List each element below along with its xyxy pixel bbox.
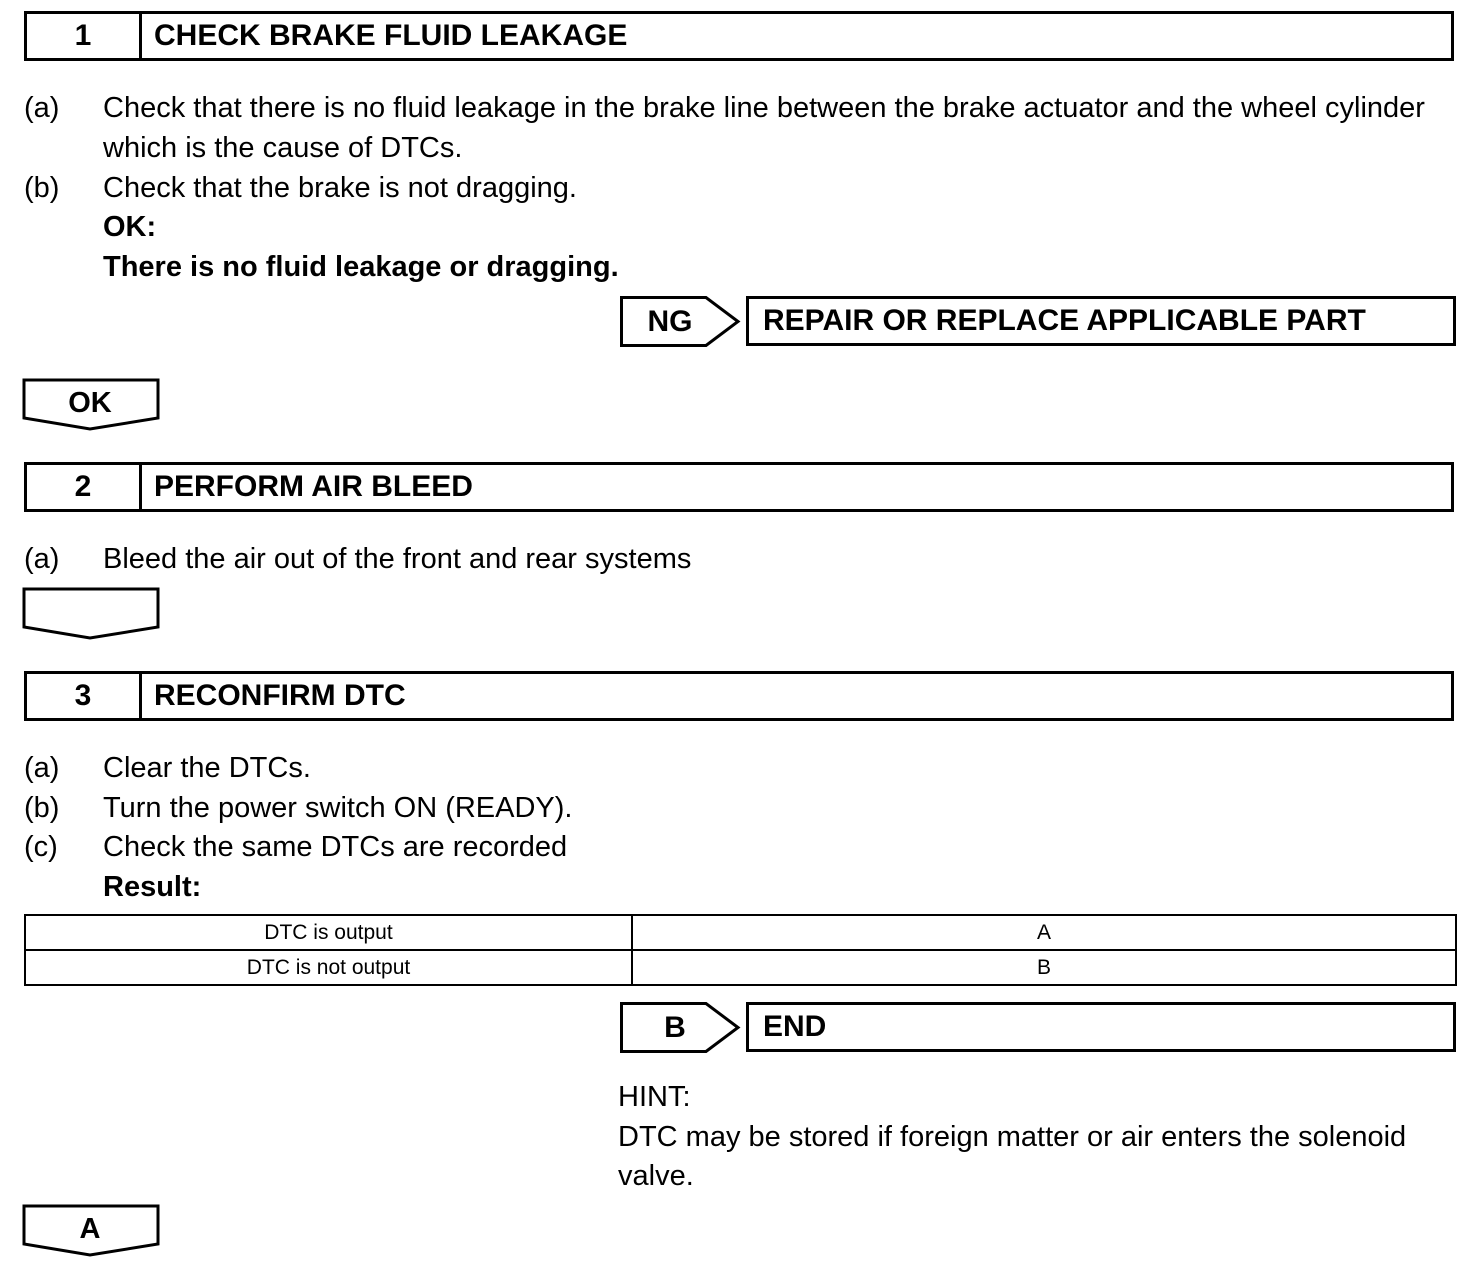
hint-text: valve.: [618, 1160, 694, 1192]
item-text: Bleed the air out of the front and rear systems: [103, 543, 692, 575]
ok-criteria: There is no fluid leakage or dragging.: [103, 251, 619, 283]
item-label: (c): [24, 831, 58, 863]
table-cell: DTC is not output: [25, 950, 632, 985]
item-text: Check that there is no fluid leakage in the brake line between the brake actuator and the wheel cylinder: [103, 92, 1425, 124]
a-flow-label: A: [79, 1212, 101, 1245]
table-row: [25, 915, 1456, 950]
b-label: B: [664, 1011, 686, 1044]
table-cell: B: [632, 950, 1456, 985]
step-3-header: [24, 671, 1454, 721]
ok-heading: OK:: [103, 211, 157, 243]
step-title: PERFORM AIR BLEED: [154, 470, 473, 503]
item-text: Check that the brake is not dragging.: [103, 172, 577, 204]
end-box: END: [746, 1002, 1456, 1052]
result-table: [24, 914, 1457, 986]
item-text: Clear the DTCs.: [103, 752, 311, 784]
continue-flow-arrow: [22, 587, 162, 641]
item-text: Turn the power switch ON (READY).: [103, 792, 573, 824]
ng-label: NG: [647, 305, 693, 338]
table-row: [25, 950, 1456, 985]
step-number: 1: [27, 14, 142, 58]
item-label: (b): [24, 172, 60, 204]
step-number: 2: [27, 465, 142, 509]
result-heading: Result:: [103, 871, 202, 903]
step-number: 3: [27, 674, 142, 718]
ok-flow-label: OK: [68, 386, 112, 419]
ok-flow-arrow: [22, 378, 162, 432]
item-label: (a): [24, 752, 60, 784]
down-arrow-icon: [22, 587, 162, 641]
item-label: (b): [24, 792, 60, 824]
b-arrow-label: [620, 1002, 742, 1054]
ng-arrow-label: [620, 296, 742, 348]
table-cell: A: [632, 915, 1456, 950]
ng-action-box: REPAIR OR REPLACE APPLICABLE PART: [746, 296, 1456, 346]
step-title: CHECK BRAKE FLUID LEAKAGE: [154, 19, 628, 52]
step-2-header: [24, 462, 1454, 512]
step-1-header: [24, 11, 1454, 61]
hint-heading: HINT:: [618, 1081, 691, 1113]
step-title: RECONFIRM DTC: [154, 679, 406, 712]
item-text: which is the cause of DTCs.: [103, 132, 463, 164]
a-flow-arrow: [22, 1204, 162, 1258]
item-label: (a): [24, 543, 60, 575]
item-text: Check the same DTCs are recorded: [103, 831, 568, 863]
table-cell: DTC is output: [25, 915, 632, 950]
item-label: (a): [24, 92, 60, 124]
hint-text: DTC may be stored if foreign matter or air enters the solenoid: [618, 1121, 1407, 1153]
